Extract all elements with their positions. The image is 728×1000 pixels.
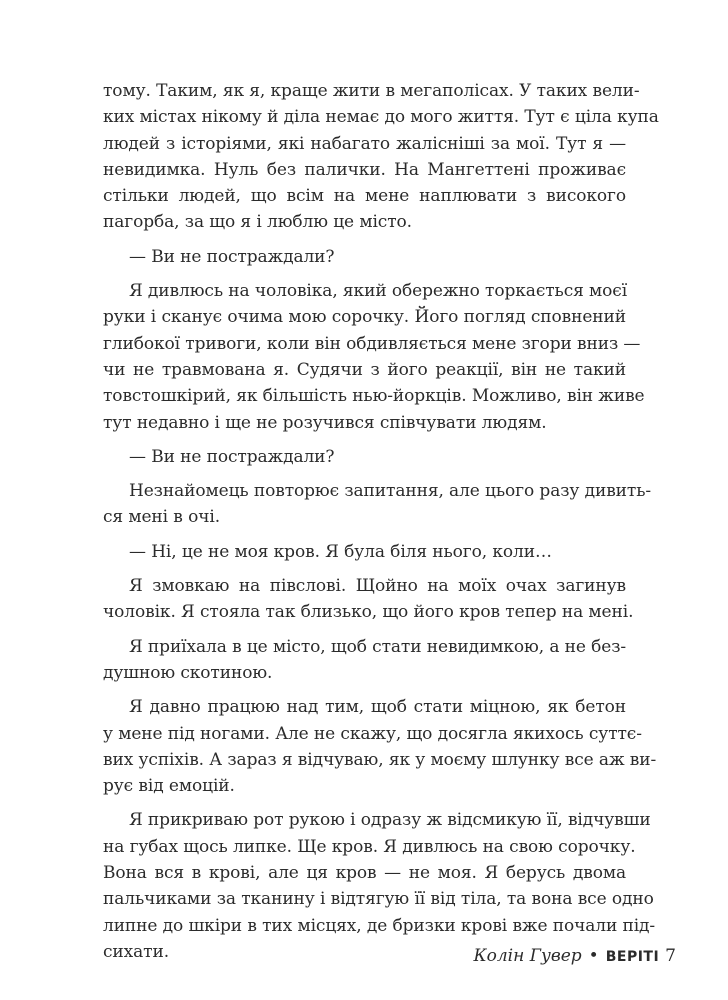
- text-line: Я дивлюсь на чоловіка, який обережно торкається моєї: [129, 281, 628, 302]
- text-line: Я прикриваю рот рукою і одразу ж відсмикую її, відчувши: [129, 810, 651, 831]
- text-line: — Ви не постраждали?: [129, 246, 335, 267]
- text-line: душною скотиною.: [103, 662, 273, 683]
- text-line: людей з історіями, які набагато жалісніші за мої. Тут я —: [103, 133, 626, 154]
- text-line: руки і сканує очима мою сорочку. Його погляд сповнений: [103, 307, 626, 328]
- text-line: невидимка. Нуль без палички. На Мангеттені проживає: [103, 159, 626, 180]
- footer-separator: •: [588, 946, 599, 966]
- text-line: Я змовкаю на півслові. Щойно на моїх очах загинув: [129, 576, 626, 597]
- text-line: сихати.: [103, 941, 170, 962]
- footer-author: Колін Гувер: [473, 946, 582, 966]
- text-line: Я давно працюю над тим, щоб стати міцною, як бетон: [129, 697, 626, 718]
- text-line: товстошкірий, як більшість нью-йоркців. Можливо, він живе: [103, 386, 645, 407]
- text-line: у мене під ногами. Але не скажу, що досягла якихось суттє-: [103, 723, 642, 744]
- text-line: глибокої тривоги, коли він обдивляється мене згори вниз —: [103, 333, 641, 354]
- text-line: рує від емоцій.: [103, 776, 235, 797]
- text-line: ких містах нікому й діла немає до мого життя. Тут є ціла купа: [103, 107, 659, 128]
- text-line: липне до шкіри в тих місцях, де бризки крові вже почали під-: [103, 915, 656, 936]
- text-line: пальчиками за тканину і відтягую її від тіла, та вона все одно: [103, 889, 654, 910]
- text-line: Я приїхала в це місто, щоб стати невидимкою, а не без-: [129, 636, 627, 657]
- text-line: тому. Таким, як я, краще жити в мегаполісах. У таких вели-: [103, 81, 640, 101]
- text-line: ся мені в очі.: [103, 507, 220, 528]
- text-line: пагорба, за що я і люблю це місто.: [103, 212, 412, 233]
- text-line: стільки людей, що всім на мене наплювати з високого: [103, 186, 626, 207]
- text-line: — Ви не постраждали?: [129, 446, 335, 467]
- text-line: Незнайомець повторює запитання, але цього разу дивить-: [129, 481, 652, 502]
- text-line: вих успіхів. А зараз я відчуваю, як у моєму шлунку все аж ви-: [103, 749, 657, 770]
- text-line: — Ні, це не моя кров. Я була біля нього, коли…: [129, 541, 552, 562]
- text-line: чи не травмована я. Судячи з його реакції, він не такий: [103, 359, 626, 380]
- running-footer: [0, 946, 676, 966]
- text-line: Вона вся в крові, але ця кров — не моя. Я берусь двома: [103, 863, 626, 884]
- page-number: 7: [665, 946, 676, 966]
- text-line: тут недавно і ще не розучився співчувати людям.: [103, 412, 547, 433]
- text-line: чоловік. Я стояла так близько, що його кров тепер на мені.: [103, 602, 634, 623]
- footer-book-title: ВЕРІТІ: [605, 949, 660, 965]
- text-line: на губах щось липке. Ще кров. Я дивлюсь на свою сорочку.: [103, 836, 636, 857]
